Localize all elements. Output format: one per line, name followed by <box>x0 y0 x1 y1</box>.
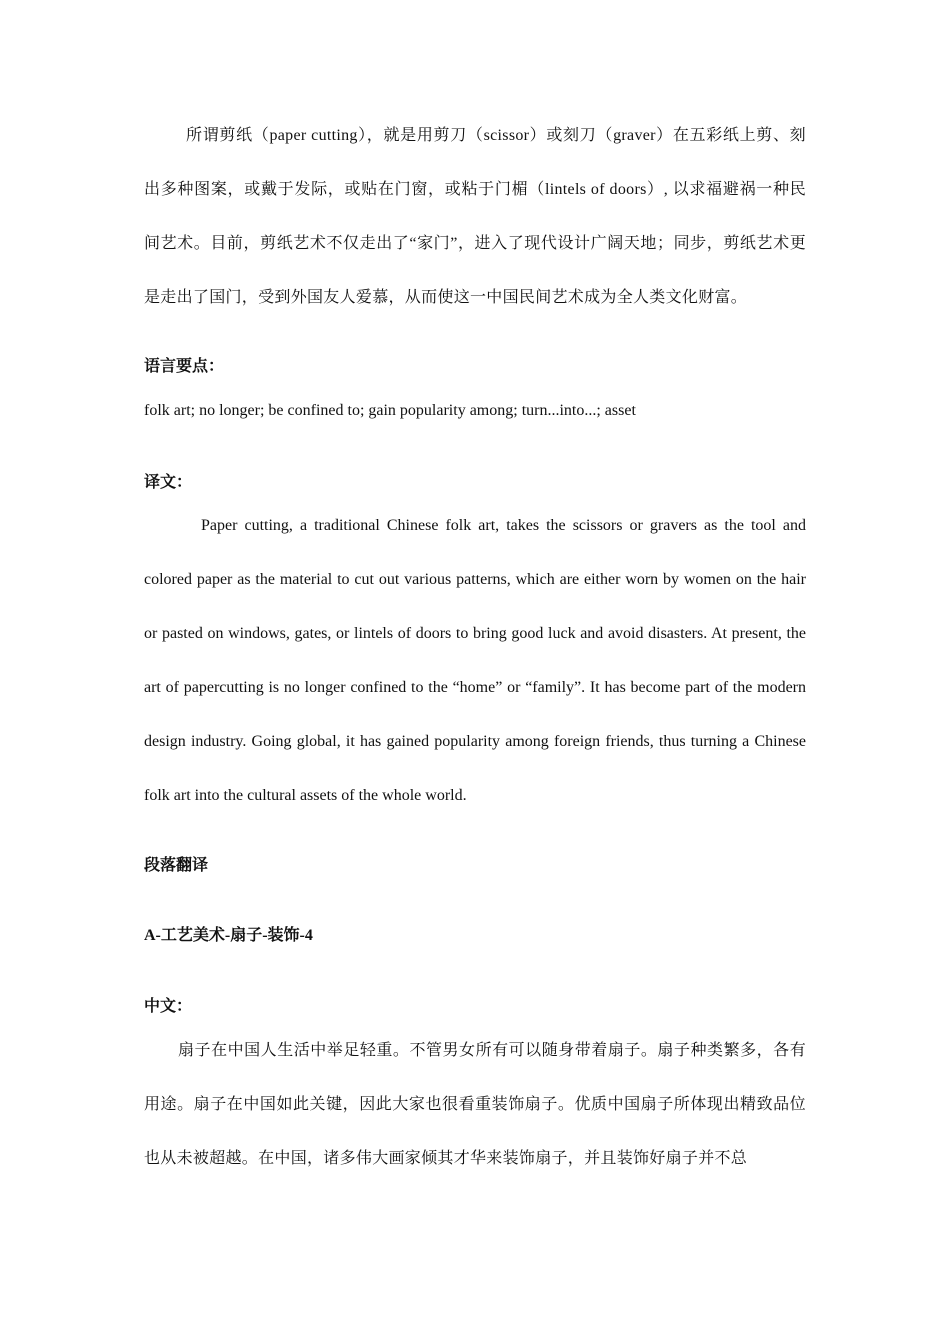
translation-english-paragraph: Paper cutting, a traditional Chinese folk art, takes the scissors or gravers as the tool and colored paper as the material to cut out various patterns, which are either worn by women on the hair or pasted on windows, gates, or lintels of doors to bring good luck and avoid disasters. At present, the art of papercutting is no longer confined to the “home” or “family”. It has become part of the modern design industry. Going global, it has gained popularity among foreign friends, thus turning a Chinese folk art into the cultural assets of the whole world. <box>144 517 806 804</box>
section-subtitle: A-工艺美术-扇子-装饰-4 <box>144 927 313 944</box>
chinese-section-heading: 中文： <box>144 998 193 1015</box>
intro-chinese-paragraph: 所谓剪纸（paper cutting），就是用剪刀（scissor）或刻刀（graver）在五彩纸上剪、刻出多种图案，或戴于发际，或贴在门窗，或粘于门楣（lintels of doors）, 以求福避祸一种民间艺术。目前，剪纸艺术不仅走出了“家门”，进入了现代设计广阔天地；同步，剪纸艺术更是走出了国门，受到外国友人爱慕，从而使这一中国民间艺术成为全人类文化财富。 <box>144 127 806 306</box>
section-title: 段落翻译 <box>144 857 209 874</box>
chinese-section-paragraph: 扇子在中国人生活中举足轻重。不管男女所有可以随身带着扇子。扇子种类繁多，各有用途。扇子在中国如此关键，因此大家也很看重装饰扇子。优质中国扇子所体现出精致品位也从未被超越。在中国，诸多伟大画家倾其才华来装饰扇子，并且装饰好扇子并不总 <box>144 1042 806 1167</box>
language-points-list: folk art; no longer; be confined to; gain popularity among; turn...into...; asset <box>144 402 636 419</box>
language-points-heading: 语言要点： <box>144 358 225 375</box>
translation-heading: 译文： <box>144 474 193 491</box>
